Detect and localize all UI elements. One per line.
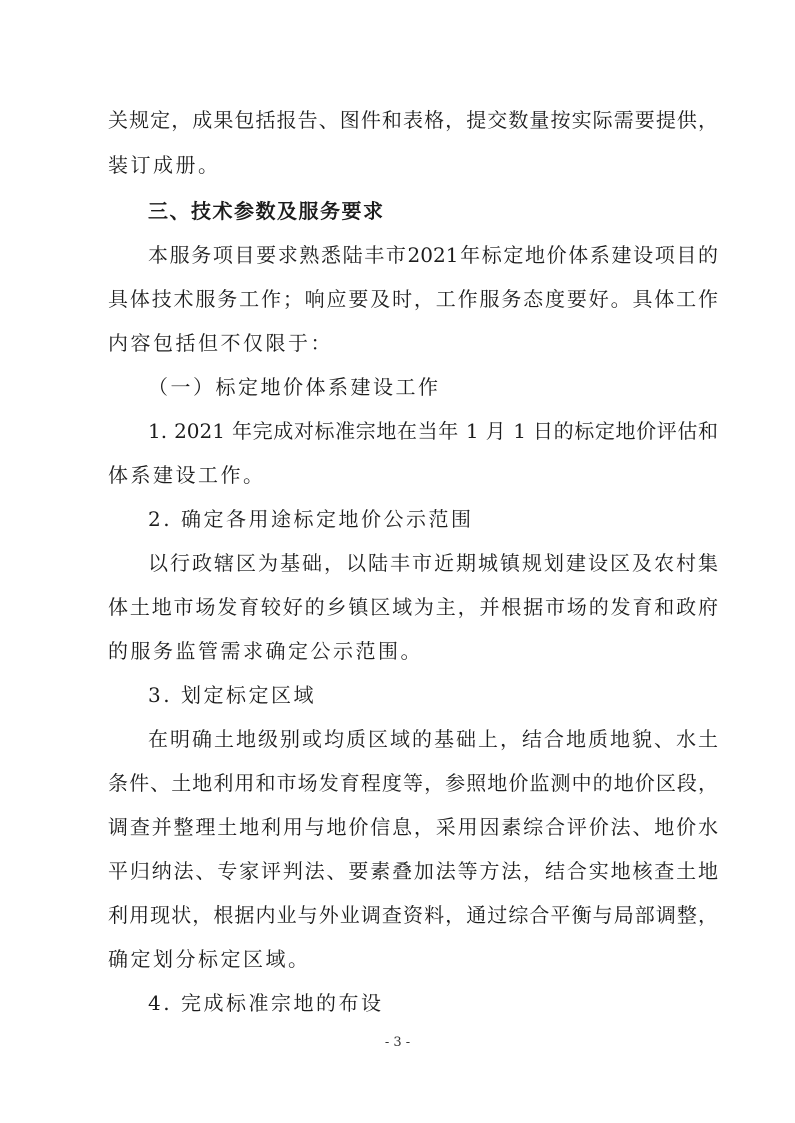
section-heading: 三、技术参数及服务要求 — [148, 199, 385, 223]
body-text-line: 利用现状，根据内业与外业调查资料，通过综合平衡与局部调整， — [108, 903, 718, 927]
body-text-line: 体系建设工作。 — [108, 463, 266, 487]
body-text-line: 在明确土地级别或均质区域的基础上，结合地质地貌、水土 — [148, 727, 718, 751]
body-text-line: 关规定，成果包括报告、图件和表格，提交数量按实际需要提供， — [108, 108, 718, 132]
list-item-3: 3. 划定标定区域 — [148, 683, 316, 707]
body-text-line: 调查并整理土地利用与地价信息，采用因素综合评价法、地价水 — [108, 815, 718, 839]
body-text-line: 装订成册。 — [108, 153, 221, 177]
body-text-line: 以行政辖区为基础，以陆丰市近期城镇规划建设区及农村集 — [148, 551, 718, 575]
body-text-line: 平归纳法、专家评判法、要素叠加法等方法，结合实地核查土地 — [108, 859, 718, 883]
body-text-line: 确定划分标定区域。 — [108, 947, 311, 971]
body-text-line: 体土地市场发育较好的乡镇区域为主，并根据市场的发育和政府 — [108, 595, 718, 619]
body-text-line: 内容包括但不仅限于： — [108, 331, 333, 355]
body-text-line: 具体技术服务工作；响应要及时，工作服务态度要好。具体工作 — [108, 287, 718, 311]
subsection-heading: （一）标定地价体系建设工作 — [148, 375, 441, 399]
list-item-2: 2. 确定各用途标定地价公示范围 — [148, 507, 474, 531]
body-text-line: 的服务监管需求确定公示范围。 — [108, 639, 423, 663]
body-text-line: 条件、土地利用和市场发育程度等，参照地价监测中的地价区段， — [108, 771, 718, 795]
list-item-4: 4. 完成标准宗地的布设 — [148, 991, 384, 1015]
page-number: - 3 - — [384, 1035, 411, 1050]
body-text-line: 本服务项目要求熟悉陆丰市2021年标定地价体系建设项目的 — [148, 243, 718, 267]
list-item-1: 1. 2021 年完成对标准宗地在当年 1 月 1 日的标定地价评估和 — [148, 419, 718, 443]
